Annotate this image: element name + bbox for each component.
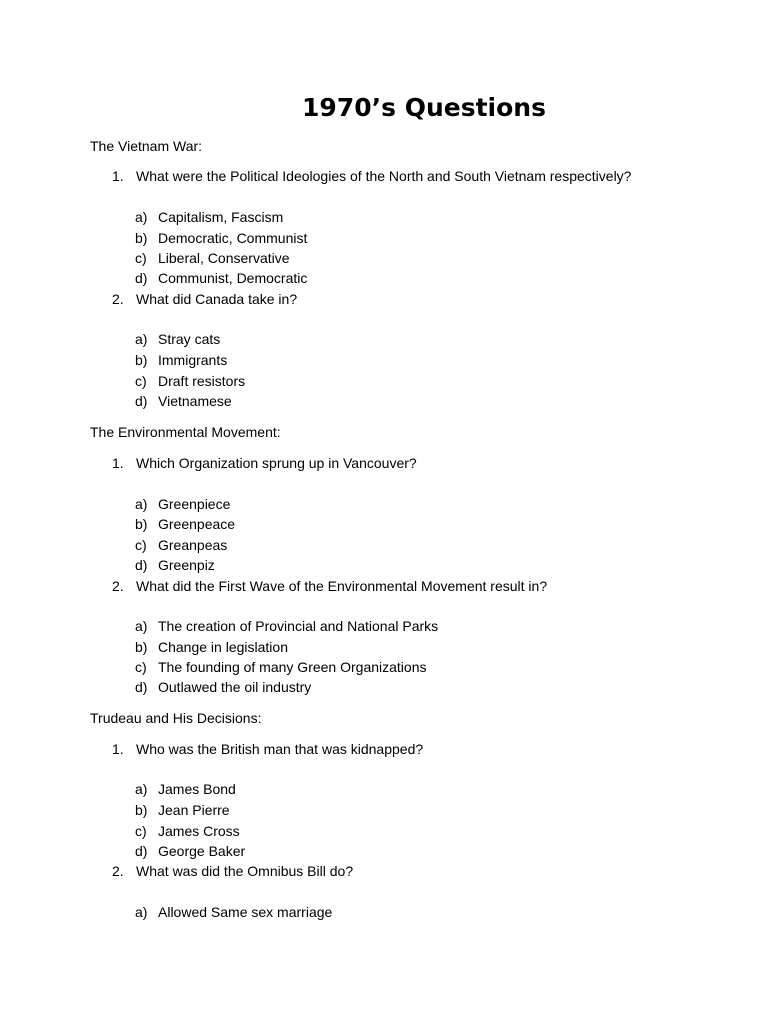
option-text: George Baker (158, 843, 246, 859)
option-letter: a) (135, 209, 148, 225)
option-text: James Cross (158, 823, 240, 839)
option-letter: a) (135, 618, 148, 634)
option-letter: d) (135, 270, 148, 286)
question-number: 1. (112, 455, 124, 471)
option-text: Capitalism, Fascism (158, 209, 284, 225)
option-letter: a) (135, 781, 148, 797)
option-letter: a) (135, 904, 148, 920)
option-letter: c) (135, 659, 147, 675)
answer-option (0, 637, 768, 657)
option-text: Greenpiz (158, 557, 215, 573)
option-text: Stray cats (158, 331, 221, 347)
page-title: 1970’s Questions (302, 93, 546, 122)
option-letter: b) (135, 802, 148, 818)
answer-option (0, 494, 768, 514)
question-number: 2. (112, 578, 124, 594)
question-number: 2. (112, 291, 124, 307)
section-heading: The Vietnam War: (90, 138, 203, 154)
answer-option (0, 391, 768, 411)
option-letter: a) (135, 496, 148, 512)
answer-option (0, 514, 768, 534)
option-text: Greenpeace (158, 516, 236, 532)
answer-option (0, 800, 768, 820)
option-letter: c) (135, 823, 147, 839)
option-text: The founding of many Green Organizations (158, 659, 427, 675)
question-number: 1. (112, 741, 124, 757)
option-text: Jean Pierre (158, 802, 230, 818)
option-text: James Bond (158, 781, 236, 797)
option-letter: c) (135, 373, 147, 389)
option-text: Change in legislation (158, 639, 288, 655)
answer-option (0, 350, 768, 370)
question-item (0, 861, 768, 881)
answer-option (0, 555, 768, 575)
answer-option (0, 248, 768, 268)
answer-option (0, 371, 768, 391)
option-letter: d) (135, 393, 148, 409)
question-text: What were the Political Ideologies of the North and South Vietnam respectively? (136, 168, 632, 184)
section-heading: Trudeau and His Decisions: (90, 710, 262, 726)
question-number: 1. (112, 168, 124, 184)
section-heading: The Environmental Movement: (90, 424, 281, 440)
option-text: Liberal, Conservative (158, 250, 290, 266)
option-text: Greenpiece (158, 496, 231, 512)
option-text: Outlawed the oil industry (158, 679, 312, 695)
option-letter: b) (135, 352, 148, 368)
answer-option (0, 902, 768, 922)
option-text: Immigrants (158, 352, 228, 368)
option-text: Democratic, Communist (158, 230, 308, 246)
answer-option (0, 228, 768, 248)
question-item (0, 289, 768, 309)
option-letter: c) (135, 537, 147, 553)
option-text: Vietnamese (158, 393, 232, 409)
answer-option (0, 677, 768, 697)
question-number: 2. (112, 863, 124, 879)
question-item (0, 166, 768, 186)
question-item (0, 739, 768, 759)
option-letter: a) (135, 331, 148, 347)
answer-option (0, 779, 768, 799)
option-letter: d) (135, 679, 148, 695)
option-text: The creation of Provincial and National Parks (158, 618, 439, 634)
question-text: What was did the Omnibus Bill do? (136, 863, 354, 879)
option-letter: c) (135, 250, 147, 266)
option-letter: b) (135, 230, 148, 246)
option-letter: d) (135, 557, 148, 573)
option-text: Greanpeas (158, 537, 228, 553)
question-text: Which Organization sprung up in Vancouver? (136, 455, 417, 471)
answer-option (0, 616, 768, 636)
question-item (0, 453, 768, 473)
option-letter: b) (135, 639, 148, 655)
question-text: What did Canada take in? (136, 291, 298, 307)
answer-option (0, 207, 768, 227)
answer-option (0, 329, 768, 349)
question-text: Who was the British man that was kidnapped? (136, 741, 424, 757)
option-text: Allowed Same sex marriage (158, 904, 333, 920)
option-text: Draft resistors (158, 373, 246, 389)
answer-option (0, 657, 768, 677)
answer-option (0, 535, 768, 555)
question-item (0, 576, 768, 596)
question-text: What did the First Wave of the Environmental Movement result in? (136, 578, 548, 594)
option-text: Communist, Democratic (158, 270, 308, 286)
option-letter: d) (135, 843, 148, 859)
option-letter: b) (135, 516, 148, 532)
answer-option (0, 841, 768, 861)
answer-option (0, 268, 768, 288)
answer-option (0, 821, 768, 841)
